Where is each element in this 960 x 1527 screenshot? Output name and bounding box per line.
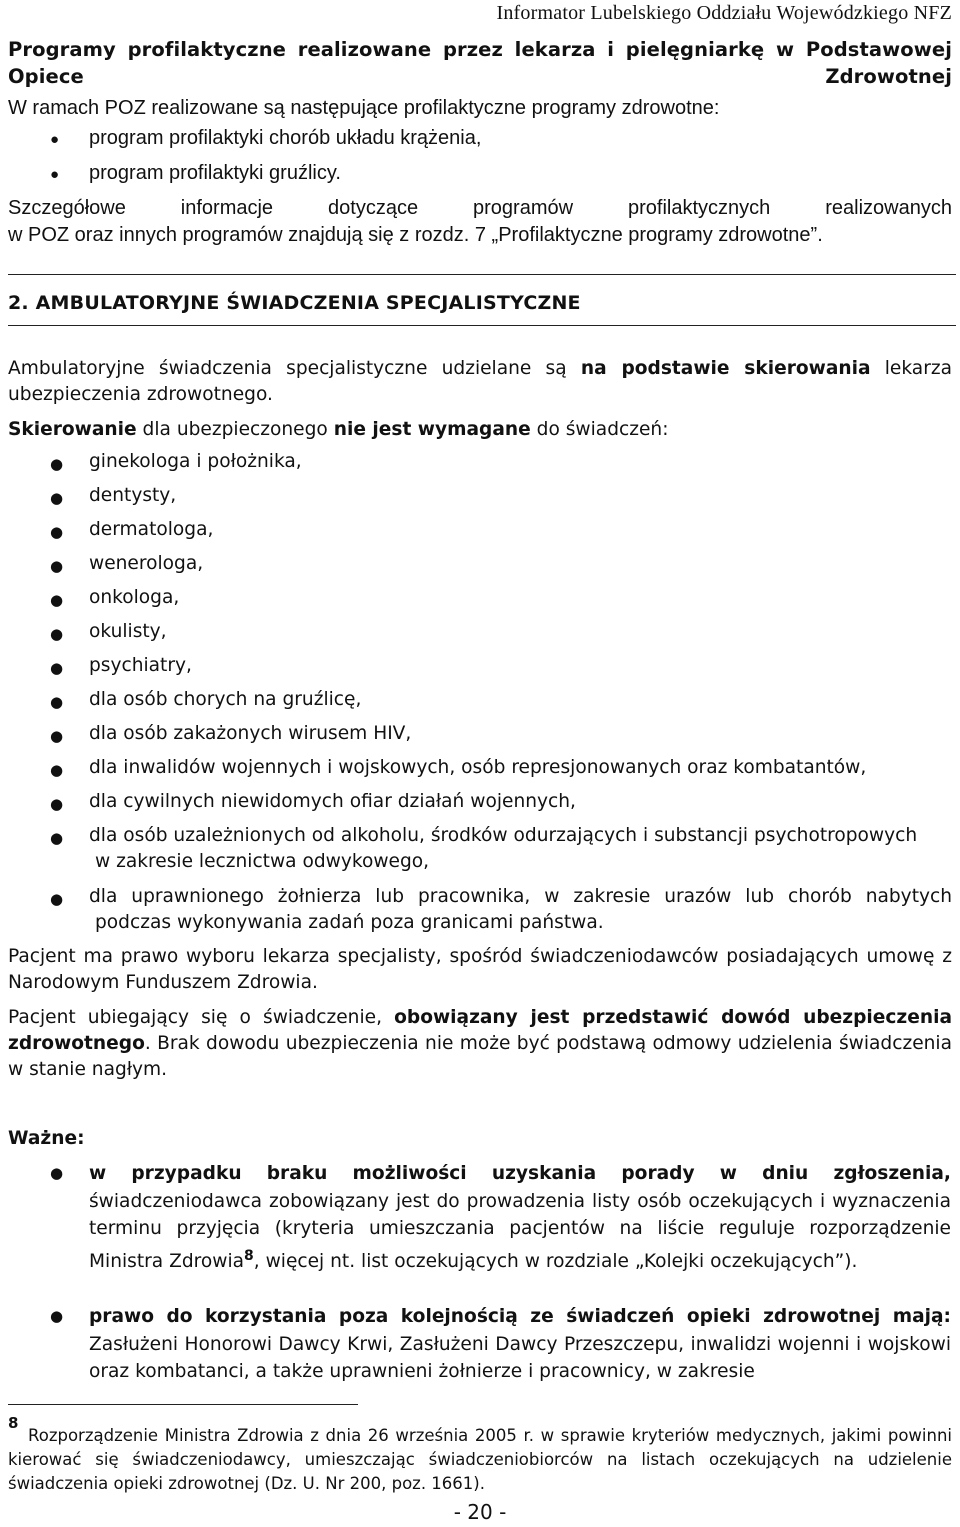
important-label: Ważne: [8, 1128, 85, 1149]
bullet-icon: ● [50, 761, 64, 779]
bullet-text: program profilaktyki gruźlicy. [89, 162, 341, 184]
bullet-icon: ● [50, 557, 64, 575]
important-item-body-end: , więcej nt. list oczekujących w rozdziale „Kolejki oczekujących”). [253, 1250, 858, 1272]
heading-rule-bottom [8, 325, 956, 326]
section2-paragraph-referral [8, 356, 952, 408]
p2-bold-referral: Skierowanie [8, 419, 137, 440]
list-item-text: dla osób chorych na gruźlicę, [89, 689, 362, 710]
bullet-icon: ● [50, 1164, 64, 1182]
section2-paragraph-no-referral [8, 417, 952, 443]
bullet-icon: ● [50, 829, 64, 847]
footnote-text: Rozporządzenie Ministra Zdrowia z dnia 26 września 2005 r. w sprawie kryteriów medycznych, jakimi powinni kierować się świadczeniodawcy, umieszczając świadczeniobiorców na listach oczekujących na udzielenie świadczenia opieki zdrowotnej (Dz. U. Nr 200, poz. 1661). [8, 1426, 952, 1493]
list-item-text: dla inwalidów wojennych i wojskowych, osób represjonowanych oraz kombatantów, [89, 757, 867, 778]
p1-bold: na podstawie skierowania [580, 358, 871, 379]
important-item-bold: prawo do korzystania poza kolejnością ze świadczeń opieki zdrowotnej mają: [89, 1306, 951, 1327]
p1-text-end: lekarza ubezpieczenia zdrowotnego. [8, 358, 952, 405]
list-item-text: wenerologa, [89, 553, 204, 574]
bullet-icon: ● [50, 727, 64, 745]
section2-heading: 2. AMBULATORYJNE ŚWIADCZENIA SPECJALISTYCZNE [8, 292, 581, 314]
list-item-text: dermatologa, [89, 519, 214, 540]
list-item-text: dentysty, [89, 485, 177, 506]
list-item-text: onkologa, [89, 587, 180, 608]
bullet-icon: ● [50, 659, 64, 677]
footnote-ref: 8 [244, 1247, 254, 1264]
p4-bold: obowiązany jest przedstawić dowód ubezpieczenia zdrowotnego [8, 1007, 952, 1054]
section1-intro: W ramach POZ realizowane są następujące profilaktyczne programy zdrowotne: [8, 97, 720, 119]
list-item-text: dla uprawnionego żołnierza lub pracownika, w zakresie urazów lub chorób nabytych [89, 886, 952, 907]
list-item-text: okulisty, [89, 621, 167, 642]
section1-title: Programy profilaktyczne realizowane przez lekarza i pielęgniarkę w Podstawowej Opiece Zdrowotnej [8, 38, 952, 88]
p2-bold-not-required: nie jest wymagane [333, 419, 531, 440]
bullet-icon: ● [50, 1307, 64, 1325]
bullet-icon: ● [50, 523, 64, 541]
bullet-icon: ● [50, 131, 60, 148]
important-item-text [89, 1303, 951, 1386]
p1-text: Ambulatoryjne świadczenia specjalistyczne udzielane są [8, 358, 581, 379]
list-item-text: dla osób uzależnionych od alkoholu, środków odurzających i substancji psychotropowych [89, 825, 918, 846]
bullet-icon: ● [50, 625, 64, 643]
bullet-icon: ● [50, 455, 64, 473]
section1-details-line2: w POZ oraz innych programów znajdują się z rozdz. 7 „Profilaktyczne programy zdrowotne”. [8, 224, 823, 246]
footnote-number: 8 [8, 1414, 19, 1432]
list-item-text: ginekologa i położnika, [89, 451, 302, 472]
p4-text-end: . Brak dowodu ubezpieczenia nie może być podstawą odmowy udzielenia świadczenia w stanie nagłym. [8, 1033, 952, 1080]
footnote-separator [8, 1404, 358, 1405]
list-item-text: dla osób zakażonych wirusem HIV, [89, 723, 412, 744]
list-item-text: dla cywilnych niewidomych ofiar działań wojennych, [89, 791, 576, 812]
important-item-bold: w przypadku braku możliwości uzyskania porady w dniu zgłoszenia, [89, 1163, 951, 1184]
section2-paragraph-choice: Pacjent ma prawo wyboru lekarza specjalisty, spośród świadczeniodawców posiadających umowę z Narodowym Funduszem Zdrowia. [8, 946, 952, 993]
bullet-icon: ● [50, 489, 64, 507]
running-header: Informator Lubelskiego Oddziału Wojewódzkiego NFZ [496, 2, 952, 24]
p2-text: dla ubezpieczonego [136, 419, 334, 440]
bullet-icon: ● [50, 890, 64, 908]
list-item-text-continued: w zakresie lecznictwa odwykowego, [95, 851, 430, 872]
list-item-text: psychiatry, [89, 655, 192, 676]
important-item-text [89, 1160, 951, 1275]
section2-paragraph-insurance [8, 1005, 952, 1083]
p2-text-end: do świadczeń: [530, 419, 669, 440]
p4-text: Pacjent ubiegający się o świadczenie, [8, 1007, 395, 1028]
important-item-body: Zasłużeni Honorowi Dawcy Krwi, Zasłużeni Dawcy Przeszczepu, inwalidzi wojenni i wojskowi oraz kombatanci, a także uprawnieni żołnierze i pracownicy, w zakresie [89, 1333, 951, 1382]
bullet-icon: ● [50, 591, 64, 609]
bullet-icon: ● [50, 795, 64, 813]
page-number: - 20 - [453, 1500, 507, 1524]
bullet-icon: ● [50, 166, 60, 183]
list-item-text-continued: podczas wykonywania zadań poza granicami państwa. [95, 912, 604, 933]
section1-details-line1: Szczegółowe informacje dotyczące programów profilaktycznych realizowanych [8, 197, 952, 219]
bullet-icon: ● [50, 693, 64, 711]
heading-rule-top [8, 274, 956, 275]
important-item-body: świadczeniodawca zobowiązany jest do prowadzenia listy osób oczekujących i wyznaczenia terminu przyjęcia (kryteria umieszczania pacjentów na liście reguluje rozporządzenie Ministra Zdrowia [89, 1190, 951, 1272]
bullet-text: program profilaktyki chorób układu krążenia, [89, 127, 482, 149]
